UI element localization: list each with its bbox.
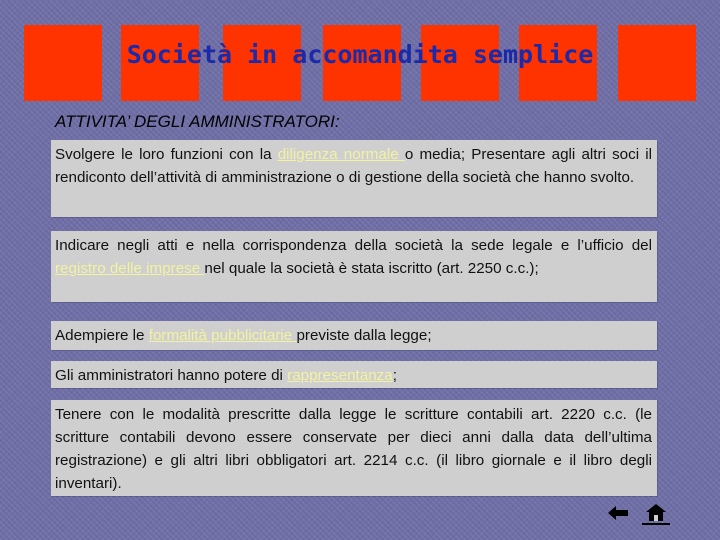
text-box-2	[51, 231, 657, 302]
box1-text-2: o media; Presentare agli altri soci il rendiconto dell’attività di amministrazione o di gestione della società che hanno svolto.	[55, 146, 652, 186]
box2-text-2: nel quale la società è stata iscritto (art. 2250 c.c.);	[204, 260, 539, 277]
text-box-4	[51, 361, 657, 388]
box3-text-1: Adempiere le	[55, 327, 149, 344]
box5-text-1: Tenere con le modalità prescritte dalla legge le scritture contabili art. 2220 c.c. (le scritture contabili devono essere conservate per dieci anni dalla data dell’ultima registrazione) e gli altri libri obbligatori art. 2214 c.c. (il libro giornale e il libro degli inventari).	[55, 406, 652, 492]
link-diligenza-normale[interactable]: diligenza normale	[277, 146, 405, 163]
back-arrow-icon	[606, 502, 630, 524]
text-box-3	[51, 321, 657, 350]
back-button[interactable]	[606, 502, 630, 530]
box4-text-1: Gli amministratori hanno potere di	[55, 367, 288, 384]
home-icon	[640, 502, 672, 526]
box1-text-1: Svolgere le loro funzioni con la	[55, 146, 278, 163]
box3-text-2: previste dalla legge;	[296, 327, 432, 344]
box4-text-2: ;	[392, 367, 397, 384]
text-box-5	[51, 400, 657, 496]
section-heading: ATTIVITA’ DEGLI AMMINISTRATORI:	[55, 112, 340, 131]
text-box-1	[51, 140, 657, 217]
home-button[interactable]	[640, 502, 672, 532]
link-rappresentanza[interactable]: rappresentanza	[287, 367, 393, 384]
link-formalita-pubblicitarie[interactable]: formalità pubblicitarie	[148, 327, 297, 344]
box2-text-1: Indicare negli atti e nella corrispondenza della società la sede legale e l’ufficio del	[55, 237, 652, 254]
link-registro-imprese[interactable]: registro delle imprese	[55, 260, 205, 277]
slide-title: Società in accomandita semplice	[126, 40, 594, 69]
